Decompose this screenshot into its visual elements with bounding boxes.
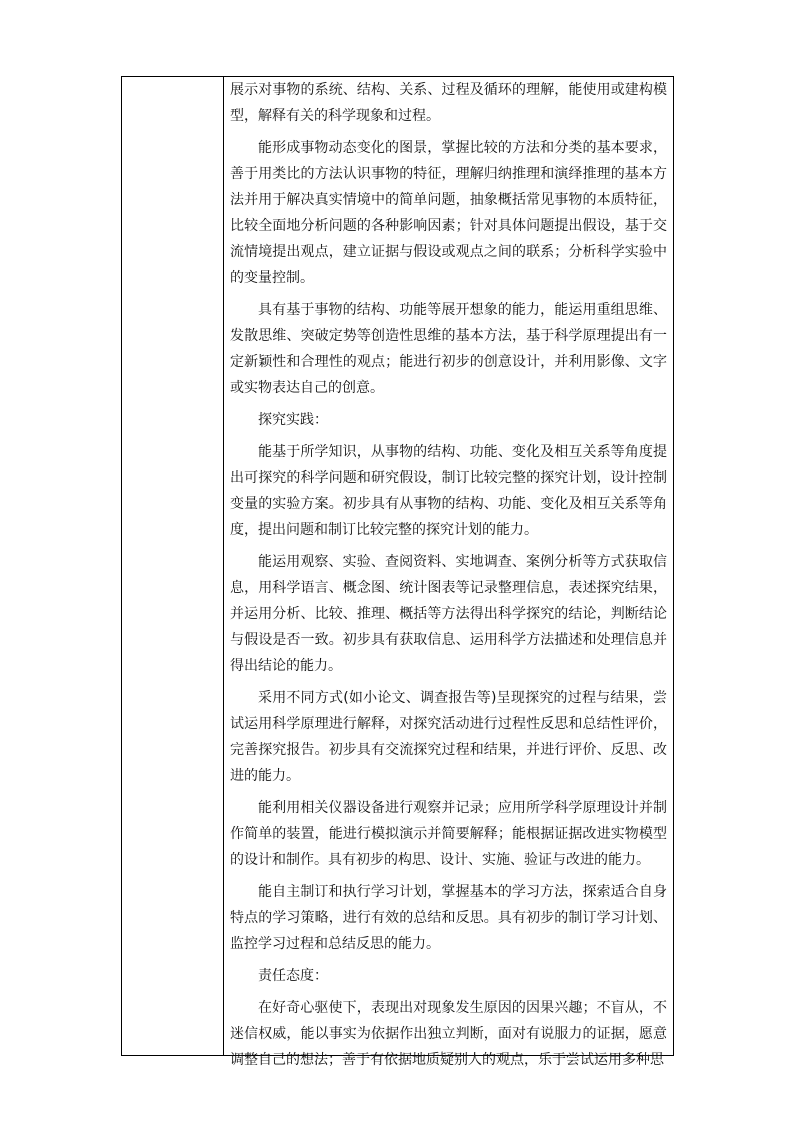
- paragraph-8: 能利用相关仪器设备进行观察并记录；应用所学科学原理设计并制作简单的装置，能进行模拟演示并简要解释；能根据证据改进实物模型的设计和制作。具有初步的构思、设计、实施、验证与改进的能力。: [230, 800, 667, 868]
- paragraph-3: 具有基于事物的结构、功能等展开想象的能力，能运用重组思维、发散思维、突破定势等创造性思维的基本方法，基于科学原理提出有一定新颖性和合理性的观点；能进行初步的创意设计，并利用影像、文字或实物表达自己的创意。: [230, 302, 667, 396]
- paragraph-2: 能形成事物动态变化的图景，掌握比较的方法和分类的基本要求，善于用类比的方法认识事物的特征，理解归纳推理和演绎推理的基本方法并用于解决真实情境中的简单问题，抽象概括常见事物的本质特征，比较全面地分析问题的各种影响因素；针对具体问题提出假设，基于交流情境提出观点，建立证据与假设或观点之间的联系；分析科学实验中的变量控制。: [230, 140, 667, 286]
- paragraph-9: 能自主制订和执行学习计划，掌握基本的学习方法，探索适合自身特点的学习策略，进行有效的总结和反思。具有初步的制订学习计划、监控学习过程和总结反思的能力。: [230, 884, 667, 952]
- paragraph-6: 能运用观察、实验、查阅资料、实地调查、案例分析等方式获取信息，用科学语言、概念图、统计图表等记录整理信息，表述探究结果，并运用分析、比较、推理、概括等方法得出科学探究的结论，判断结论与假设是否一致。初步具有获取信息、运用科学方法描述和处理信息并得出结论的能力。: [230, 554, 667, 674]
- section-heading-attitude: 责任态度：: [258, 968, 328, 984]
- section-heading-inquiry: 探究实践：: [258, 412, 328, 428]
- paragraph-1: 展示对事物的系统、结构、关系、过程及循环的理解，能使用或建构模型，解释有关的科学现象和过程。: [230, 82, 667, 124]
- paragraph-7: 采用不同方式(如小论文、调查报告等)呈现探究的过程与结果，尝试运用科学原理进行解释，对探究活动进行过程性反思和总结性评价，完善探究报告。初步具有交流探究过程和结果，并进行评价、反思、改进的能力。: [230, 690, 667, 784]
- content-table: [121, 76, 674, 1068]
- table-right-cell: [224, 77, 673, 1068]
- table-left-cell: [122, 77, 224, 1055]
- paragraph-11: 在好奇心驱使下，表现出对现象发生原因的因果兴趣；不盲从，不迷信权威，能以事实为依据作出独立判断，面对有说服力的证据，愿意调整自己的想法；善于有依据地质疑别人的观点，乐于尝试运用多种思: [230, 1000, 667, 1068]
- paragraph-5: 能基于所学知识，从事物的结构、功能、变化及相互关系等角度提出可探究的科学问题和研究假设，制订比较完整的探究计划，设计控制变量的实验方案。初步具有从事物的结构、功能、变化及相互关系等角度，提出问题和制订比较完整的探究计划的能力。: [230, 444, 667, 538]
